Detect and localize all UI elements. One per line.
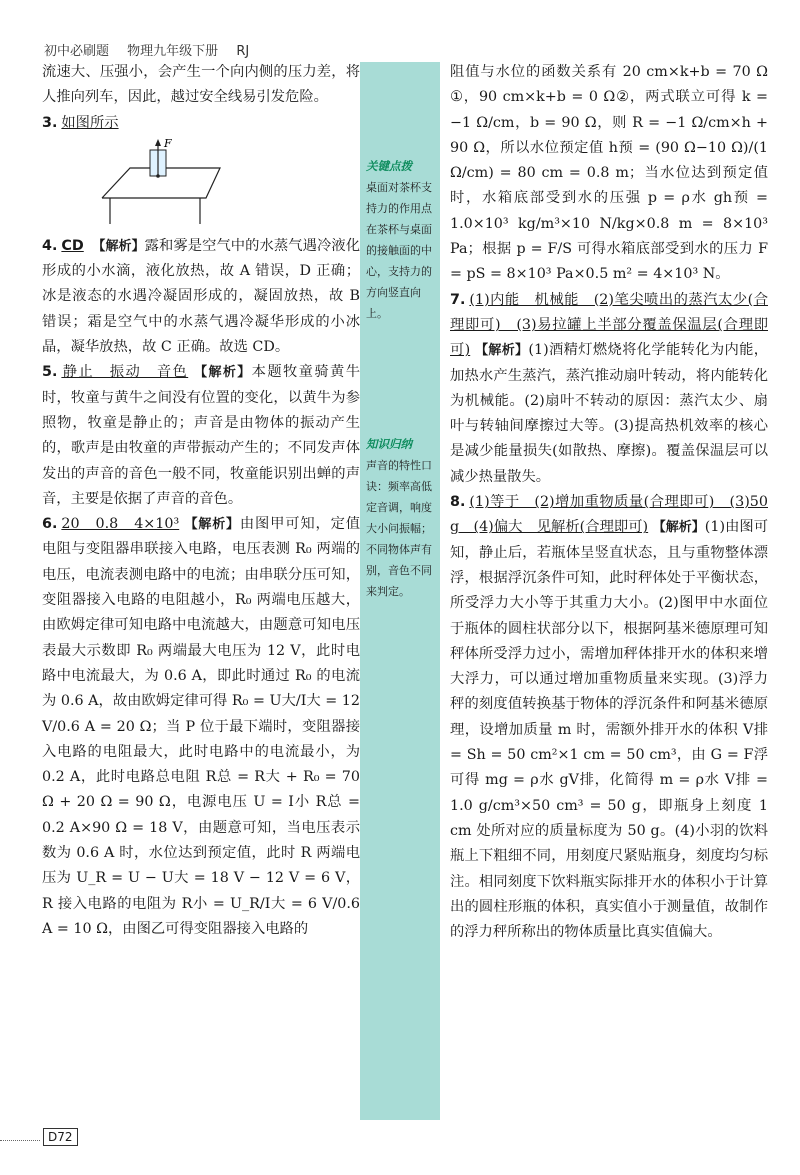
margin-sidebar [360,62,440,1120]
q4-analysis-tag: 【解析】 [92,238,145,254]
q7-number: 7. [450,291,466,308]
question-7 [450,288,768,490]
q8-number: 8. [450,494,466,511]
question-4 [42,234,360,360]
q5-analysis: 本题牧童骑黄牛时，牧童与黄牛之间没有位置的变化，以黄牛为参照物，牧童是静止的；声音是由物体的振动产生的，歌声是由牧童的声带振动产生的；不同发声体发出的声音的音色一般不同，牧童能识别出蝉的声音，主要是依据了声音的音色。 [42,364,361,507]
series-title: 初中必刷题 [44,44,110,59]
q6-number: 6. [42,516,58,533]
key-tip-box [366,156,436,324]
q6-analysis: 由图甲可知，定值电阻与变阻器串联接入电路，电压表测 R₀ 两端的电压，电流表测电路中的电流；由串联分压可知，变阻器接入电路的电阻越小，R₀ 两端电压越大，由欧姆定律可知电路中电流越大，由题意可知电压表最大示数即 R₀ 两端最大电压为 12 V，此时电路中电流最大，为 0.6 A，即此时通过 R₀ 的电流为 0.6 A，故由欧姆定律可得 R₀ = U大/I大 = 12 V/0.6 A = 20 Ω；当 P 位于最下端时，变阻器接入电路的电阻最大，此时电路中的电流最小，为 0.2 A，此时电路总电阻 R总 = R大 + R₀ = 70 Ω + 20 Ω = 90 Ω，电源电压 U = I小 R总 = 0.2 A×90 Ω = 18 V，由题意可知，当电压表示数为 0.6 A 时，水位达到预定值，此时 R 两端电压为 U_R = U − U大 = 18 V − 12 V = 6 V，R 接入电路的电阻为 R小 = U_R/I大 = 6 V/0.6 A = 10 Ω，由图乙可得变阻器接入电路的 [42,516,360,937]
q4-analysis: 露和雾是空气中的水蒸气遇冷液化形成的小水滴，液化放热，故 A 错误，D 正确；冰是液态的水遇冷凝固形成的，凝固放热，故 B 错误；霜是空气中的水蒸气遇冷凝华形成的小冰晶，凝华放热，故 C 正确。故选 CD。 [42,237,360,356]
footer-dotted-line [0,1140,40,1141]
q7-answer: (1)内能 机械能 (2)笔尖喷出的蒸汽太少(合理即可) (3)易拉罐上半部分覆盖保温层(合理即可) [450,291,768,359]
q7-analysis-tag: 【解析】 [475,343,529,359]
q3-number: 3. [42,114,58,131]
q4-number: 4. [42,237,58,254]
q8-analysis: (1)由图可知，静止后，若瓶体呈竖直状态，且与重物整体漂浮，根据浮沉条件可知，此时秤体处于平衡状态，所受浮力大小等于其重力大小。(2)图甲中水面位于瓶体的圆柱状部分以下，根据阿基米德原理可知秤体所受浮力过小，需增加秤体排开水的体积来增大浮力，可以通过增加重物质量来实现。(3)浮力秤的刻度值转换基于物体的浮沉条件和阿基米德原理，设增加质量 m 时，需额外排开水的体积 V排 = Sh = 50 cm²×1 cm = 50 cm³，由 G = F浮 可得 mg = ρ水 gV排，化简得 m = ρ水 V排 = 1.0 g/cm³×50 cm³ = 50 g，即瓶身上刻度 1 cm 处所对应的质量标度为 50 g。(4)小羽的饮料瓶上下粗细不同，用刻度尺紧贴瓶身，刻度均匀标注。相同刻度下饮料瓶实际排开水的体积小于计算出的圆柱形瓶的体积，真实值小于测量值，故制作的浮力秤所称出的物体质量比真实值偏大。 [450,519,769,941]
edition-label: RJ [236,44,250,59]
question-3 [42,111,360,136]
q5-answer: 静止 振动 音色 [61,364,189,381]
key-tip-text: 桌面对茶杯支持力的作用点在茶杯与桌面的接触面的中心，支持力的方向竖直向上。 [366,181,432,320]
q6-analysis-tag: 【解析】 [184,517,240,533]
q3-answer: 如图所示 [61,114,119,131]
right-column [450,60,768,945]
q6-continued: 阻值与水位的函数关系有 20 cm×k+b = 70 Ω ①，90 cm×k+b = 0 Ω②，两式联立可得 k = −1 Ω/cm，b = 90 Ω，则 R = −1 Ω/cm×h + 90 Ω，所以水位预定值 h预 = (90 Ω−10 Ω)/(1 Ω/cm) = 80 cm = 0.8 m；当水位达到预定值时，水箱底部受到水的压强 p = ρ水 gh预 = 1.0×10³ kg/m³×10 N/kg×0.8 m = 8×10³ Pa；根据 p = F/S 可得水箱底部受到水的压力 F = pS = 8×10³ Pa×0.5 m² = 4×10³ N。 [450,64,768,283]
knowledge-text: 声音的特性口诀：频率高低定音调，响度大小问振幅；不同物体声有别，音色不同来判定。 [366,459,432,598]
q5-number: 5. [42,364,58,381]
key-tip-title: 关键点拨 [366,159,412,173]
question-6 [42,512,360,942]
knowledge-title: 知识归纳 [366,437,412,451]
question-5 [42,360,360,512]
question-8 [450,490,768,945]
q5-analysis-tag: 【解析】 [194,365,252,381]
subject-title: 物理九年级下册 [127,44,219,59]
page-number: D72 [43,1128,78,1146]
q7-analysis: (1)酒精灯燃烧将化学能转化为内能，加热水产生蒸汽，蒸汽推动扇叶转动，将内能转化为机械能。(2)扇叶不转动的原因：蒸汽太少、扇叶与转轴间摩擦过大等。(3)提高热机效率的核心是减少能量损失(如散热、摩擦)。覆盖保温层可以减少热量散失。 [450,342,768,485]
q6-answer: 20 0.8 4×10³ [61,516,180,533]
q8-answer: (1)等于 (2)增加重物质量(合理即可) (3)50 g (4)偏大 见解析(合理即可) [450,494,768,536]
q8-analysis-tag: 【解析】 [652,520,705,536]
force-label: F [164,137,172,150]
knowledge-box [366,434,436,602]
q4-answer: CD [61,237,84,254]
left-column [42,60,360,942]
table-cup-figure [82,138,232,228]
continued-paragraph: 流速大、压强小，会产生一个向内侧的压力差，将人推向列车，因此，越过安全线易引发危险。 [42,64,360,106]
page-header [44,40,263,59]
